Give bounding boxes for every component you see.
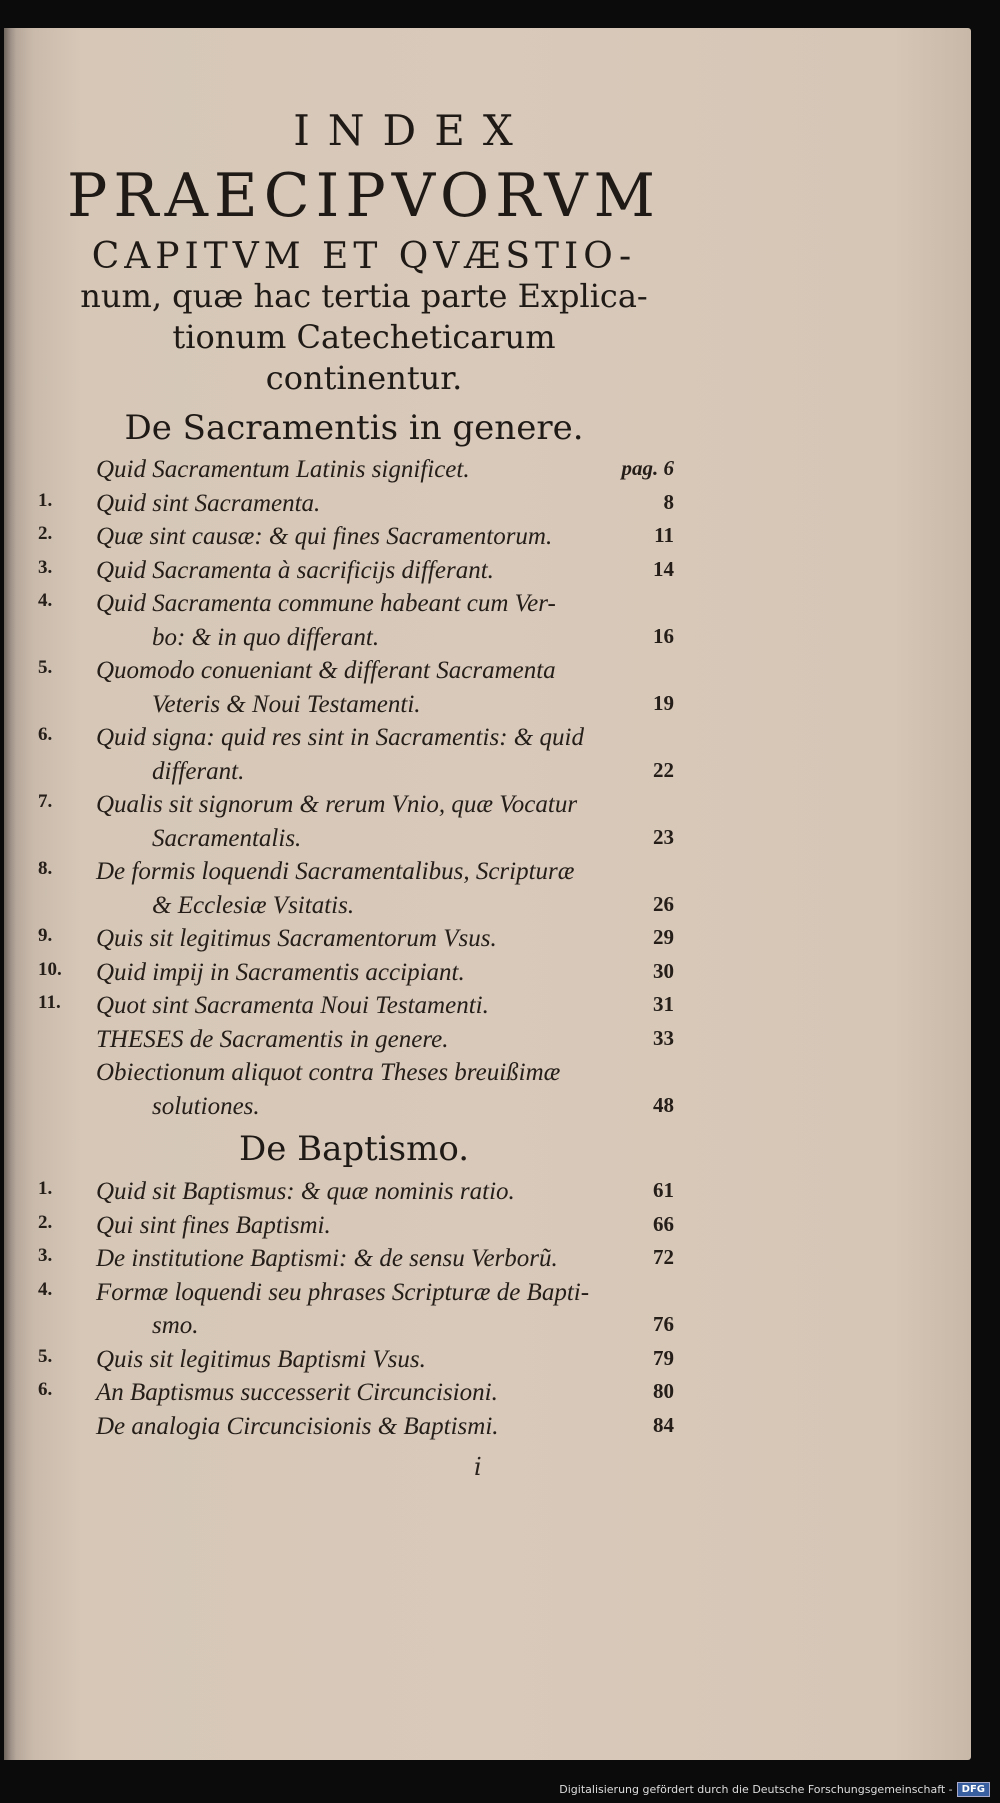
toc-entry	[4, 490, 704, 524]
toc-entry	[4, 892, 704, 926]
toc-entry-page: 80	[653, 1379, 674, 1403]
main-heading: PRAECIPVORVM	[67, 161, 661, 231]
toc-entry-page: pag. 6	[621, 456, 674, 480]
toc-entry-number: 8.	[38, 858, 53, 879]
toc-entry-number: 6.	[38, 1379, 53, 1400]
toc-entry-text: Quis sit legitimus Baptismi Vsus.	[96, 1345, 426, 1373]
toc-entry-number: 5.	[38, 657, 53, 678]
toc-entry-text: Qui sint fines Baptismi.	[96, 1211, 331, 1239]
toc-entry-text: De analogia Circuncisionis & Baptismi.	[96, 1412, 499, 1440]
toc-entry-text: Obiectionum aliquot contra Theses breuißimæ	[96, 1059, 561, 1086]
toc-entry-text: Quid signa: quid res sint in Sacramentis: & quid	[96, 724, 584, 751]
toc-entry-number: 4.	[38, 1278, 53, 1300]
toc-entry-page: 30	[653, 958, 674, 983]
toc-entry	[4, 657, 704, 691]
toc-entry	[4, 1245, 704, 1279]
toc-entry-page: 19	[653, 690, 674, 715]
toc-entry-number: 3.	[38, 556, 53, 578]
toc-entry-text: smo.	[152, 1312, 199, 1339]
toc-entry-number: 7.	[38, 791, 53, 812]
toc-entry-text: De formis loquendi Sacramentalibus, Scripturæ	[96, 858, 575, 885]
toc-entry-page: 29	[653, 925, 674, 949]
toc-entry-number: 4.	[38, 590, 53, 611]
toc-entry-number: 5.	[38, 1345, 53, 1367]
toc-entry-number: 1.	[38, 1178, 53, 1199]
intro-line-2: tionum Catecheticarum	[172, 318, 556, 356]
toc-entry	[4, 1312, 704, 1346]
toc-entry	[4, 825, 704, 859]
toc-entry	[4, 1178, 704, 1212]
toc-entry	[4, 858, 704, 892]
toc-entry-page: 76	[653, 1312, 674, 1336]
toc-entry-text: THESES de Sacramentis in genere.	[96, 1025, 449, 1053]
toc-entry-text: Quid Sacramenta commune habeant cum Ver-	[96, 590, 556, 617]
toc-entry	[4, 691, 704, 725]
toc-entry-text: De institutione Baptismi: & de sensu Verborũ.	[96, 1245, 558, 1272]
toc-entry	[4, 1346, 704, 1380]
toc-entry-page: 31	[653, 992, 674, 1016]
toc-entry-number: 11.	[38, 992, 61, 1013]
toc-entry	[4, 791, 704, 825]
toc-entry	[4, 1026, 704, 1060]
section-title-sacramentis: De Sacramentis in genere.	[124, 408, 584, 448]
toc-entry-page: 33	[653, 1025, 674, 1050]
toc-entry	[4, 624, 704, 658]
toc-entry-text: Quid sint Sacramenta.	[96, 489, 321, 517]
toc-entry	[4, 1413, 704, 1447]
toc-entry-number: 9.	[38, 925, 53, 946]
toc-entry	[4, 523, 704, 557]
toc-entry-number: 6.	[38, 724, 53, 745]
toc-entry-text: Quot sint Sacramenta Noui Testamenti.	[96, 992, 489, 1019]
toc-entry-number: 2.	[38, 1211, 53, 1233]
toc-entry-text: solutiones.	[152, 1092, 260, 1120]
footer-text: Digitalisierung gefördert durch die Deutsche Forschungsgemeinschaft -	[559, 1783, 953, 1796]
toc-entry-page: 14	[653, 556, 674, 581]
toc-entry-text: Qualis sit signorum & rerum Vnio, quæ Vocatur	[96, 791, 578, 818]
toc-entry-text: Quomodo conueniant & differant Sacramenta	[96, 657, 556, 684]
toc-entry-page: 79	[653, 1345, 674, 1370]
funding-footer	[559, 1782, 990, 1797]
intro-line-3: continentur.	[265, 359, 463, 397]
toc-entry-text: Quæ sint causæ: & qui fines Sacramentorum.	[96, 523, 553, 550]
toc-entry-page: 23	[653, 824, 674, 849]
toc-entry-number: 2.	[38, 523, 53, 544]
toc-entry	[4, 959, 704, 993]
sub-heading: CAPITVM ET QVÆSTIO-	[91, 236, 637, 277]
toc-entry	[4, 992, 704, 1026]
signature-mark: i	[474, 1453, 482, 1481]
toc-entry-page: 84	[653, 1412, 674, 1437]
toc-entry-page: 66	[653, 1211, 674, 1236]
toc-entry	[4, 1279, 704, 1313]
toc-entry-number: 3.	[38, 1245, 53, 1266]
book-page	[4, 28, 971, 1760]
toc-entry-page: 26	[653, 891, 674, 916]
toc-entry-text: Quis sit legitimus Sacramentorum Vsus.	[96, 925, 497, 952]
toc-entry-number: 10.	[38, 958, 62, 980]
toc-entry-page: 48	[653, 1092, 674, 1117]
toc-entry-text: Formæ loquendi seu phrases Scripturæ de Bapti-	[96, 1278, 590, 1306]
toc-entry	[4, 758, 704, 792]
toc-entry-text: Sacramentalis.	[152, 824, 302, 852]
toc-entry-page: 8	[663, 489, 674, 514]
toc-entry	[4, 557, 704, 591]
toc-entry	[4, 724, 704, 758]
toc-entry-text: Veteris & Noui Testamenti.	[152, 690, 421, 718]
toc-entry	[4, 1093, 704, 1127]
toc-entry-text: Quid Sacramenta à sacrificijs differant.	[96, 556, 494, 584]
toc-entry-text: differant.	[152, 757, 245, 785]
toc-entry	[4, 1059, 704, 1093]
index-heading: INDEX	[293, 106, 531, 155]
toc-entry-text: & Ecclesiæ Vsitatis.	[152, 891, 355, 919]
toc-entry	[4, 1212, 704, 1246]
toc-entry	[4, 925, 704, 959]
toc-entry	[4, 590, 704, 624]
toc-entry-text: Quid impij in Sacramentis accipiant.	[96, 958, 465, 986]
toc-entry	[4, 1379, 704, 1413]
toc-entry-page: 11	[654, 523, 674, 547]
intro-line-1: num, quæ hac tertia parte Explica-	[80, 277, 648, 315]
toc-entry-text: Quid sit Baptismus: & quæ nominis ratio.	[96, 1178, 515, 1205]
toc-entry-page: 22	[653, 757, 674, 782]
toc-entry-page: 16	[653, 623, 674, 648]
toc-entry-page: 61	[653, 1178, 674, 1202]
section-title-baptismo: De Baptismo.	[238, 1129, 470, 1169]
dfg-logo-icon: DFG	[957, 1782, 990, 1797]
toc-entry-page: 72	[653, 1245, 674, 1269]
toc-entry	[4, 456, 704, 490]
toc-entry-text: An Baptismus successerit Circuncisioni.	[96, 1379, 498, 1406]
toc-entry-text: bo: & in quo differant.	[152, 623, 380, 651]
toc-entry-number: 1.	[38, 489, 53, 511]
toc-entry-text: Quid Sacramentum Latinis significet.	[96, 456, 470, 483]
